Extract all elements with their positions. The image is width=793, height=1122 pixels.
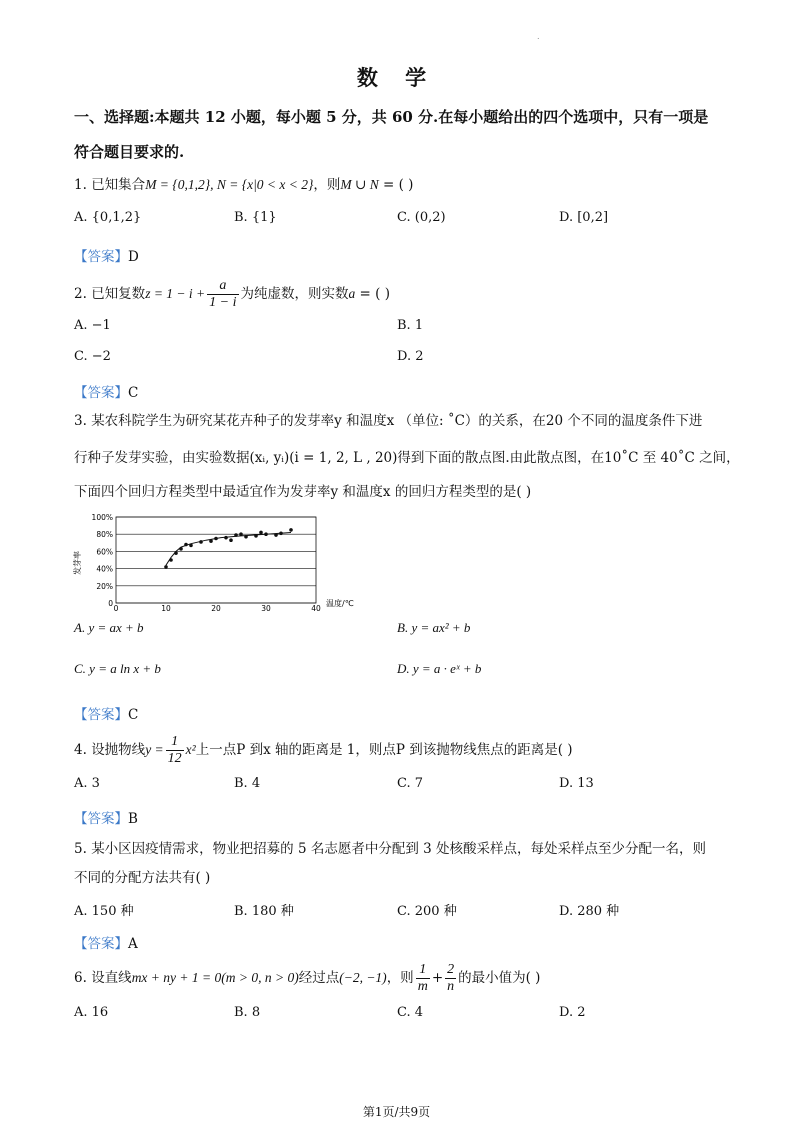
chart-point — [184, 543, 188, 547]
question-6-option-a: A. 16 — [74, 1005, 109, 1020]
chart-ticks — [92, 513, 321, 612]
question-5-option-c: C. 200 种 — [397, 904, 457, 919]
chart-point — [259, 531, 263, 535]
chart-y-tick-label: 20% — [96, 581, 113, 591]
chart-point — [274, 533, 278, 537]
question-5-line2: 不同的分配方法共有( ) — [74, 870, 211, 886]
question-3-line2: 行种子发芽实验，由实验数据(xᵢ, yᵢ)(i = 1, 2, L , 20)得到下面的散点图.由此散点图，在10˚C 至 40˚C 之间， — [74, 450, 740, 466]
section-heading-line1: 一、选择题:本题共 12 小题，每小题 5 分，共 60 分.在每小题给出的四个选项中，只有一项是 — [74, 108, 709, 126]
chart-x-axis-label: 温度/℃ — [326, 599, 354, 608]
question-4-option-c: C. 7 — [397, 776, 424, 791]
question-2-option-d: D. 2 — [397, 349, 424, 364]
chart-point — [279, 532, 283, 536]
question-5-option-d: D. 280 种 — [559, 904, 620, 919]
chart-x-tick-label: 10 — [161, 604, 171, 612]
chart-point — [264, 532, 268, 536]
question-2-option-b: B. 1 — [397, 318, 424, 333]
question-3-answer: 【答案】C — [74, 707, 139, 723]
chart-frame — [116, 517, 316, 603]
question-1-option-a: A. {0,1,2} — [74, 210, 142, 225]
question-2-stem: 2. 已知复数z = 1 − i + $\frac{a}{1 - i}$ 为纯虚数，则实数a = ( ) — [74, 278, 390, 310]
question-2-option-c: C. −2 — [74, 349, 111, 364]
question-4-option-a: A. 3 — [74, 776, 100, 791]
question-3-option-b: B. y = ax² + b — [397, 620, 471, 635]
question-2-answer: 【答案】C — [74, 385, 139, 401]
chart-y-axis-label: 发芽率 — [73, 551, 82, 575]
chart-y-tick-label: 0 — [108, 599, 113, 608]
chart-y-tick-label: 80% — [96, 530, 113, 540]
chart-point — [214, 537, 218, 541]
question-1-option-b: B. {1} — [234, 210, 277, 225]
question-2-option-a: A. −1 — [74, 318, 111, 333]
scatter-chart — [70, 508, 370, 612]
chart-point — [239, 532, 243, 536]
chart-point — [244, 535, 248, 539]
chart-point — [169, 558, 173, 562]
chart-x-tick-label: 0 — [113, 604, 119, 612]
question-1-stem: 1. 已知集合M = {0,1,2}, N = {x|0 < x < 2}，则M ∪ N = ( ) — [74, 177, 414, 193]
question-1-answer: 【答案】D — [74, 249, 139, 265]
chart-x-tick-label: 20 — [211, 604, 221, 612]
chart-point — [289, 528, 293, 532]
question-5-option-a: A. 150 种 — [74, 904, 134, 919]
chart-point — [209, 539, 213, 543]
chart-trend-line — [166, 533, 291, 566]
chart-point — [229, 538, 233, 542]
chart-point — [234, 533, 238, 537]
chart-point — [254, 534, 258, 538]
chart-x-tick-label: 40 — [311, 604, 321, 612]
chart-point — [164, 565, 168, 569]
question-1-option-c: C. (0,2) — [397, 210, 446, 225]
question-3-line1: 3. 某农科院学生为研究某花卉种子的发芽率y 和温度x （单位: ˚C）的关系，在20 个不同的温度条件下进 — [74, 413, 703, 429]
page-title: 数 学 — [356, 65, 437, 90]
chart-point — [189, 544, 193, 548]
chart-point — [199, 540, 203, 544]
chart-y-tick-label: 60% — [96, 547, 113, 557]
chart-grid — [116, 517, 316, 603]
question-6-option-d: D. 2 — [559, 1005, 586, 1020]
question-4-option-b: B. 4 — [234, 776, 261, 791]
section-heading-line2: 符合题目要求的. — [74, 143, 185, 161]
chart-y-tick-label: 100% — [91, 513, 113, 522]
question-3-line3: 下面四个回归方程类型中最适宜作为发芽率y 和温度x 的回归方程类型的是( ) — [74, 484, 532, 500]
page-footer: 第1页/共9页 — [362, 1105, 431, 1119]
question-4-stem: 4. 设抛物线y = $\frac{1}{12}$ x²上一点P 到x 轴的距离是 1，则点P 到该抛物线焦点的距离是( ) — [74, 734, 573, 766]
question-3-option-d: D. y = a · eˣ + b — [397, 661, 482, 676]
question-6-option-c: C. 4 — [397, 1005, 424, 1020]
question-5-answer: 【答案】A — [74, 936, 138, 952]
question-1-option-d: D. [0,2] — [559, 210, 609, 225]
question-5-option-b: B. 180 种 — [234, 904, 294, 919]
chart-point — [174, 551, 178, 555]
question-3-option-c: C. y = a ln x + b — [74, 661, 161, 676]
question-4-option-d: D. 13 — [559, 776, 594, 791]
question-4-answer: 【答案】B — [74, 811, 138, 827]
chart-point — [224, 536, 228, 540]
question-6-option-b: B. 8 — [234, 1005, 261, 1020]
chart-y-tick-label: 40% — [96, 564, 113, 574]
question-3-option-a: A. y = ax + b — [74, 620, 144, 635]
chart-x-tick-label: 30 — [261, 604, 271, 612]
page-dot: . — [537, 32, 540, 41]
question-5-line1: 5. 某小区因疫情需求，物业把招募的 5 名志愿者中分配到 3 处核酸采样点，每处采样点至少分配一名，则 — [74, 841, 707, 857]
question-6-stem: 6. 设直线mx + ny + 1 = 0(m > 0, n > 0)经过点(−2, −1)，则 $\frac{1}{m}$ + $\frac{2}{n}$ 的最小值为( ) — [74, 962, 541, 994]
chart-point — [179, 547, 183, 551]
